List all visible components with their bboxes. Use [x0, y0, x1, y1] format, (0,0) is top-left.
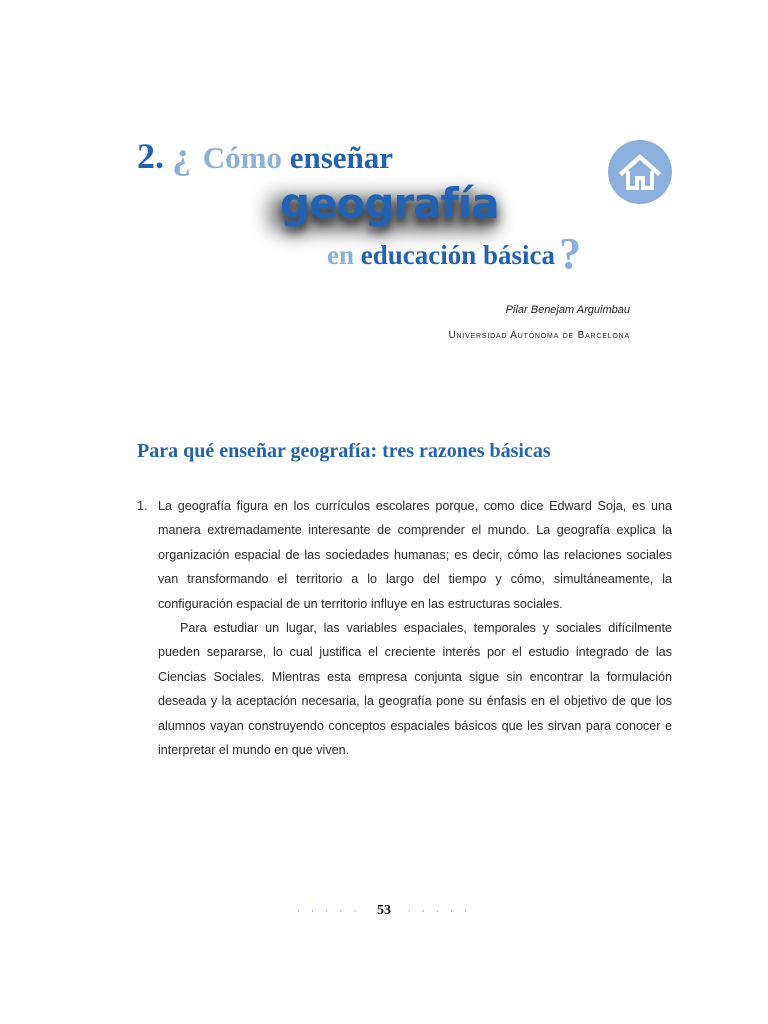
title-word-educacion-basica: educación básica — [360, 240, 556, 270]
chapter-title-line1 — [137, 136, 393, 178]
section-heading: Para qué enseñar geografía: tres razones básicas — [137, 440, 551, 462]
home-icon[interactable] — [608, 140, 672, 204]
author-name: Pilar Benejam Arguimbau — [505, 304, 630, 316]
title-word-como: Cómo — [202, 140, 282, 175]
title-highlight-geografia: geografía — [280, 179, 499, 228]
footer-dots-right: · · · · · — [407, 905, 472, 917]
title-word-ensenar: enseñar — [289, 140, 394, 175]
question-close-mark: ? — [559, 229, 582, 278]
author-affiliation: Universidad Autónoma de Barcelona — [448, 330, 630, 341]
page-footer — [0, 902, 768, 920]
chapter-number: 2. — [137, 136, 164, 176]
list-item-number: 1. — [137, 499, 148, 513]
body-text — [137, 494, 672, 762]
list-item — [137, 494, 672, 762]
paragraph-1: La geografía figura en los currículos escolares porque, como dice Edward Soja, es una manera extremadamente interesante de comprender el mundo. La geografía explica la organización espacial de las sociedades humanas; es decir, cómo las relaciones sociales van transformando el territorio a lo largo del tiempo y cómo, simultáneamente, la configuración espacial de un territorio influye en las estructuras sociales. — [158, 499, 672, 611]
page-number: 53 — [377, 902, 391, 918]
question-open-mark: ¿ — [172, 135, 191, 177]
chapter-title-line3 — [327, 229, 582, 278]
title-word-en: en — [327, 240, 354, 270]
footer-dots-left: · · · · · — [296, 905, 361, 917]
paragraph-2: Para estudiar un lugar, las variables espaciales, temporales y sociales difícilmente pueden separarse, lo cual justifica el creciente interés por el estudio integrado de las Ciencias Sociales. Mientras esta empresa conjunta sigue sin encontrar la formulación deseada y la aceptación necesaria, la geografía pone su énfasis en el objetivo de que los alumnos vayan construyendo conceptos espaciales básicos que les sirvan para conocer e interpretar el mundo en que viven. — [158, 621, 672, 758]
